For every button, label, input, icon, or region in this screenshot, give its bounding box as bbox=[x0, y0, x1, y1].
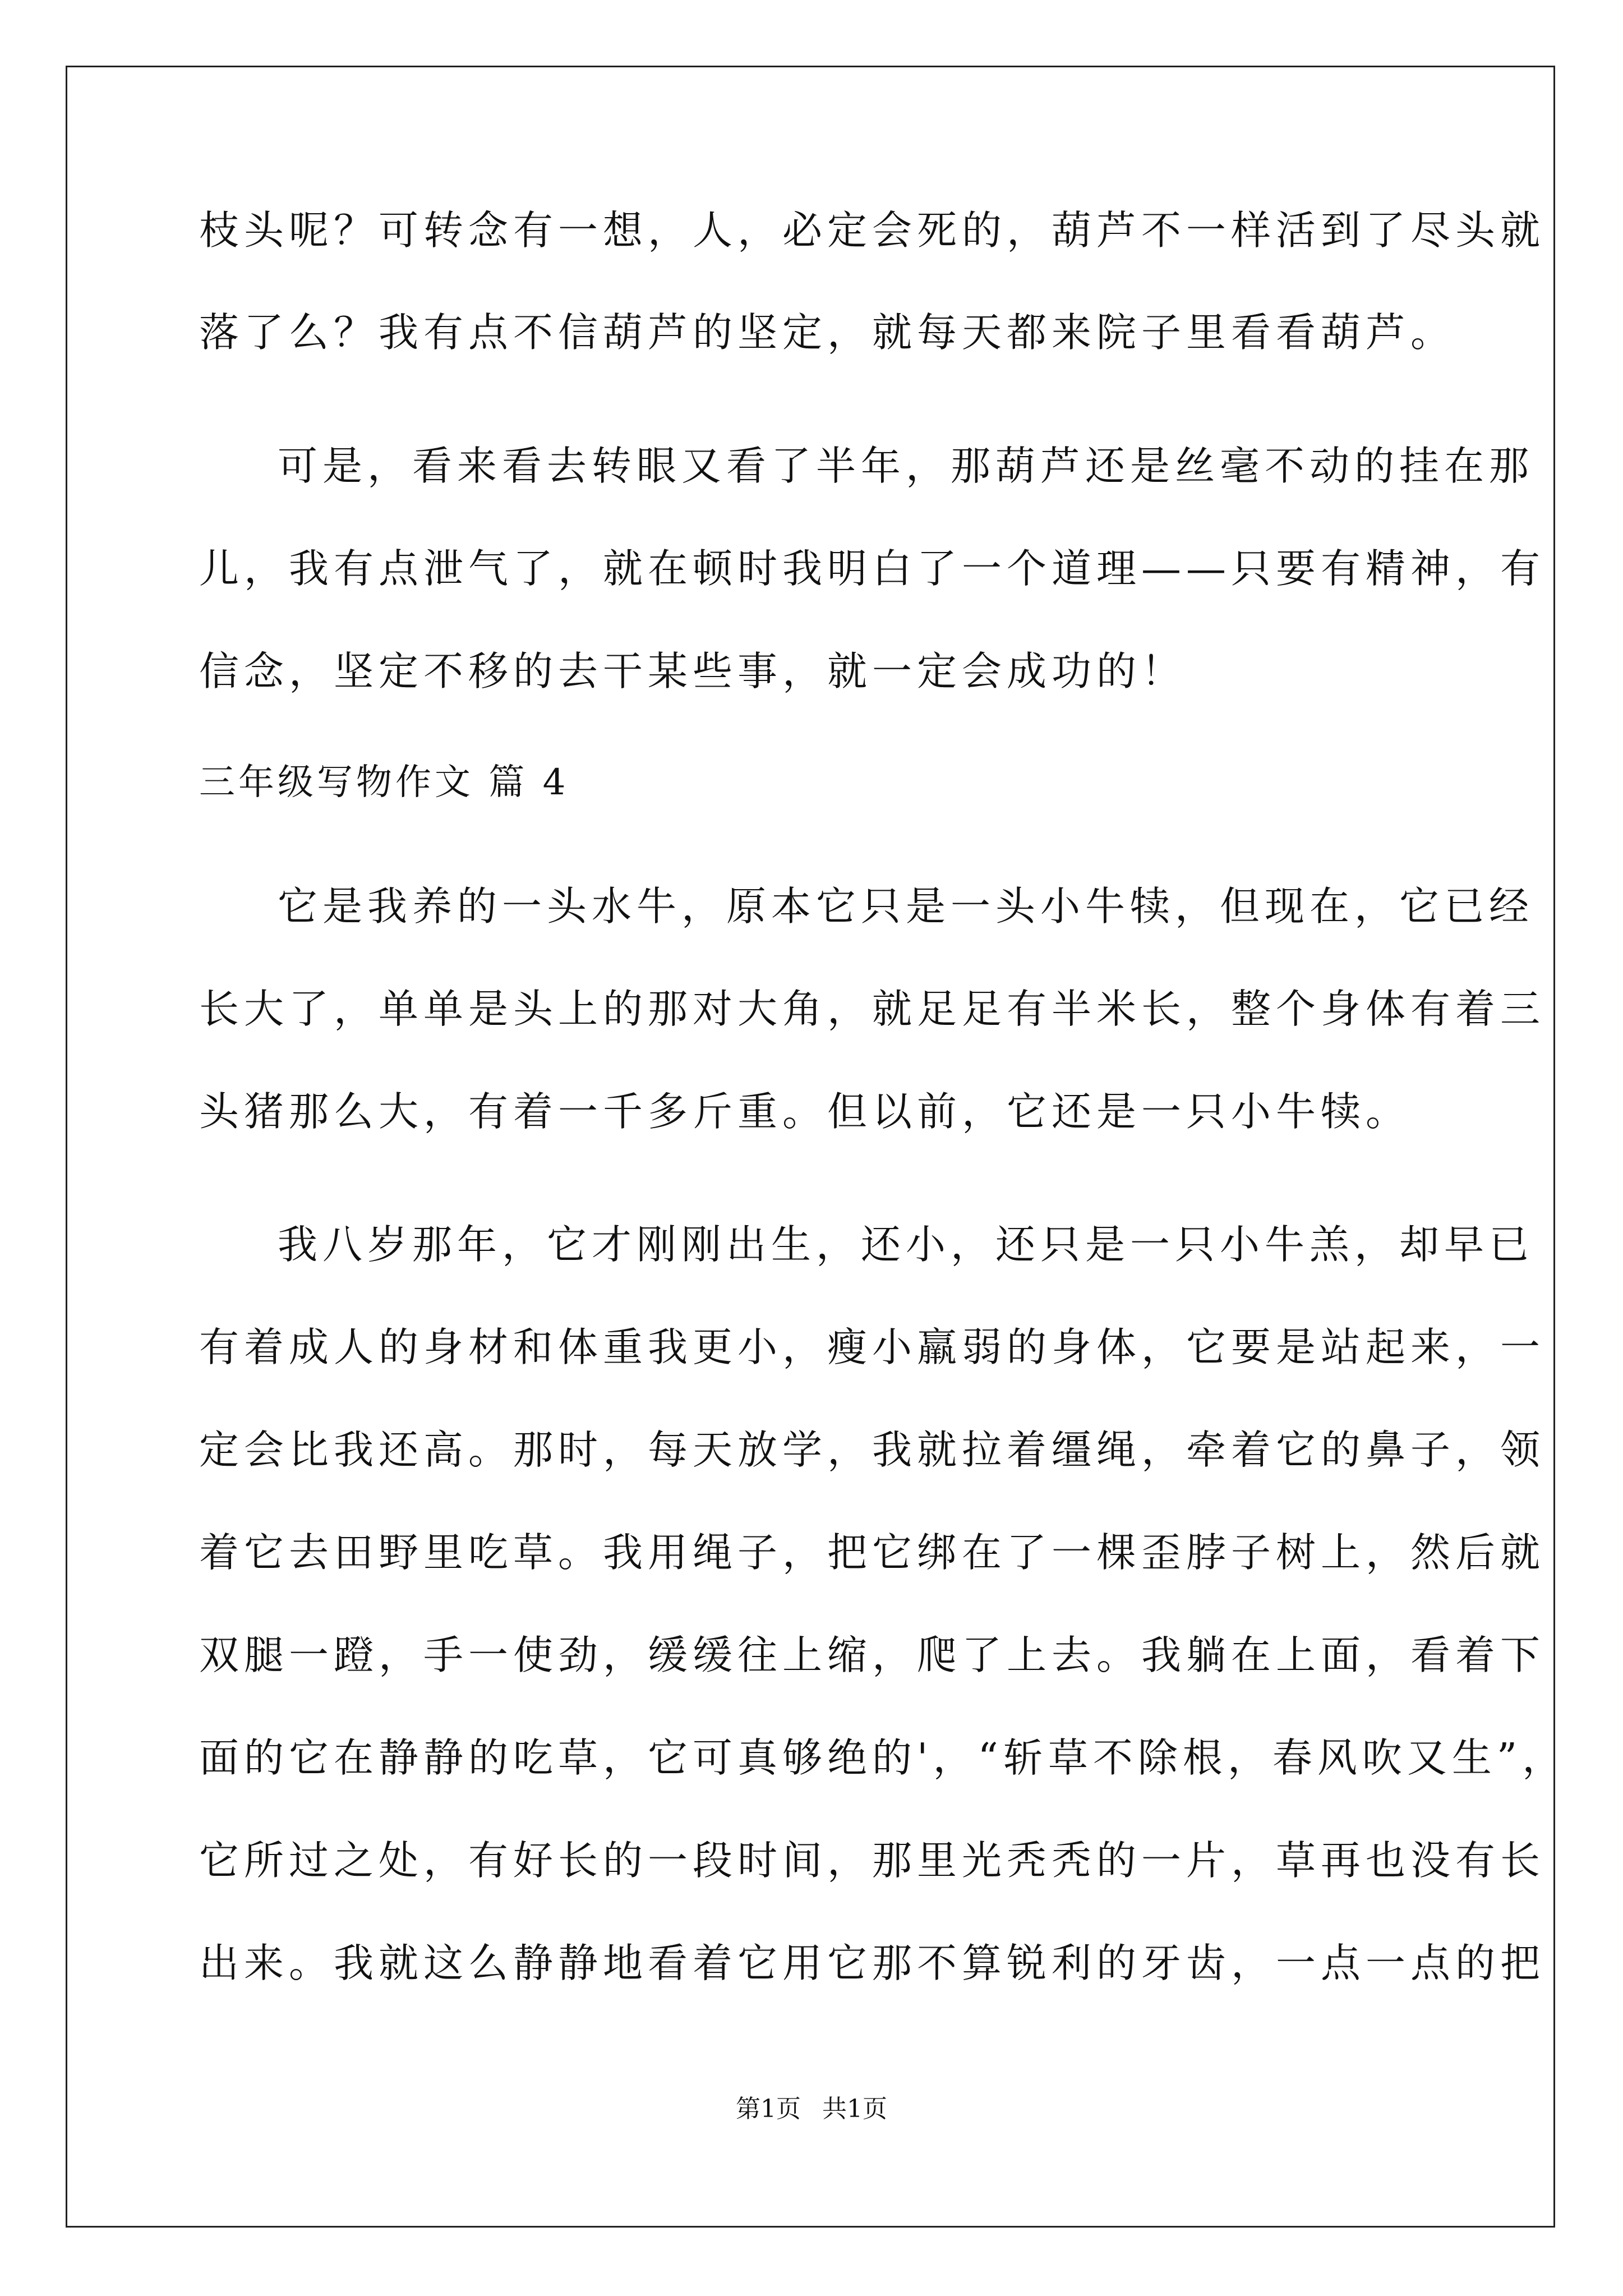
paragraph-3-line-2: 长大了，单单是头上的那对大角，就足足有半米长，整个身体有着三 bbox=[199, 986, 1546, 1032]
page-footer bbox=[0, 2097, 1623, 2122]
paragraph-2-line-1: 可是，看来看去转眼又看了半年，那葫芦还是丝毫不动的挂在那 bbox=[278, 443, 1534, 489]
paragraph-4-line-2: 有着成人的身材和体重我更小，瘦小羸弱的身体，它要是站起来，一 bbox=[199, 1324, 1546, 1370]
page-number-current: 第1页 bbox=[736, 2095, 801, 2123]
page-number-total: 共1页 bbox=[822, 2095, 887, 2123]
paragraph-4-line-1: 我八岁那年，它才刚刚出生，还小，还只是一只小牛羔，却早已 bbox=[278, 1221, 1534, 1268]
paragraph-4-line-6: 面的它在静静的吃草，它可真够绝的'，“斩草不除根，春风吹又生”， bbox=[199, 1734, 1567, 1781]
paragraph-2-line-3: 信念，坚定不移的去干某些事，就一定会成功的！ bbox=[199, 648, 1187, 694]
page-border bbox=[66, 66, 1555, 2228]
paragraph-4-line-3: 定会比我还高。那时，每天放学，我就拉着缰绳，牵着它的鼻子，领 bbox=[199, 1427, 1546, 1473]
paragraph-2-line-2: 儿，我有点泄气了，就在顿时我明白了一个道理——只要有精神，有 bbox=[199, 545, 1546, 592]
paragraph-3-line-3: 头猪那么大，有着一千多斤重。但以前，它还是一只小牛犊。 bbox=[199, 1088, 1411, 1135]
paragraph-4-line-5: 双腿一蹬，手一使劲，缓缓往上缩，爬了上去。我躺在上面，看着下 bbox=[199, 1632, 1546, 1678]
paragraph-1-line-2: 落了么？我有点不信葫芦的坚定，就每天都来院子里看看葫芦。 bbox=[199, 309, 1456, 356]
paragraph-1-line-1: 枝头呢？可转念有一想，人，必定会死的，葫芦不一样活到了尽头就 bbox=[199, 207, 1546, 254]
paragraph-4-line-8: 出来。我就这么静静地看着它用它那不算锐利的牙齿，一点一点的把 bbox=[199, 1940, 1546, 1986]
paragraph-4-line-7: 它所过之处，有好长的一段时间，那里光秃秃的一片，草再也没有长 bbox=[199, 1837, 1546, 1884]
paragraph-3-line-1: 它是我养的一头水牛，原本它只是一头小牛犊，但现在，它已经 bbox=[278, 883, 1534, 930]
section-heading: 三年级写物作文 篇 4 bbox=[199, 762, 569, 803]
paragraph-4-line-4: 着它去田野里吃草。我用绳子，把它绑在了一棵歪脖子树上，然后就 bbox=[199, 1529, 1546, 1576]
